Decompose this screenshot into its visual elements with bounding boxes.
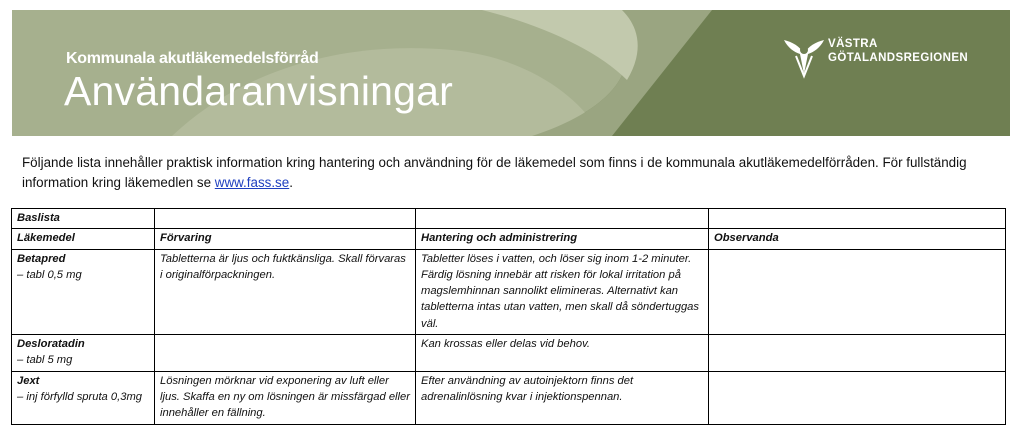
medication-form: – tabl 5 mg [17, 354, 73, 367]
medication-name: Jext [17, 374, 40, 387]
storage-cell [155, 335, 416, 372]
medication-form: – tabl 0,5 mg [17, 268, 82, 281]
vgr-logo [782, 36, 992, 80]
handling-cell: Efter användning av autoinjektorn finns det adrenalinlösning kvar i injektionspennan. [416, 371, 709, 424]
medication-table [11, 208, 1006, 425]
medication-cell [12, 335, 155, 372]
table-header-row [12, 229, 1006, 249]
table-section-row [12, 209, 1006, 229]
logo-text-line2: GÖTALANDSREGIONEN [828, 52, 969, 64]
intro-text: Följande lista innehåller praktisk information kring hantering och användning för de läkemedel som finns i de kommunala akutläkemedelförråden. För fullständig information kring läkemedlen se [22, 155, 967, 190]
header-banner [12, 10, 1010, 136]
handling-cell: Tabletter löses i vatten, och löser sig inom 1-2 minuter. Färdig lösning innebär att risken för lokal irritation på magslemhinnan sannolikt elimineras. Alternativt kan tabletterna intas utan vatten, men skall då söndertuggas väl. [416, 249, 709, 334]
fass-link[interactable]: www.fass.se [214, 175, 290, 190]
table-row [12, 371, 1006, 424]
storage-cell: Lösningen mörknar vid exponering av luft eller ljus. Skaffa en ny om lösningen är missfärgad eller innehåller en fällning. [155, 371, 416, 424]
table-row [12, 249, 1006, 334]
handling-cell: Kan krossas eller delas vid behov. [416, 335, 709, 372]
medication-cell [12, 249, 155, 334]
column-header: Läkemedel [12, 229, 155, 249]
medication-form: – inj förfylld spruta 0,3mg [17, 390, 142, 403]
medication-name: Betapred [17, 252, 66, 265]
logo-text-line1: VÄSTRA [828, 38, 878, 50]
table-row [12, 335, 1006, 372]
column-header: Hantering och administrering [416, 229, 709, 249]
notes-cell [709, 371, 1006, 424]
medication-name: Desloratadin [17, 338, 85, 351]
banner-title: Användaranvisningar [64, 68, 453, 114]
notes-cell [709, 249, 1006, 334]
storage-cell: Tabletterna är ljus och fuktkänsliga. Skall förvaras i originalförpackningen. [155, 249, 416, 334]
intro-paragraph [22, 153, 1002, 193]
intro-text-end: . [289, 175, 293, 190]
vgr-emblem-icon [782, 36, 826, 80]
medication-cell [12, 371, 155, 424]
column-header: Förvaring [155, 229, 416, 249]
column-header: Observanda [709, 229, 1006, 249]
banner-subtitle: Kommunala akutläkemedelsförråd [66, 50, 319, 67]
notes-cell [709, 335, 1006, 372]
section-label: Baslista [12, 209, 155, 229]
